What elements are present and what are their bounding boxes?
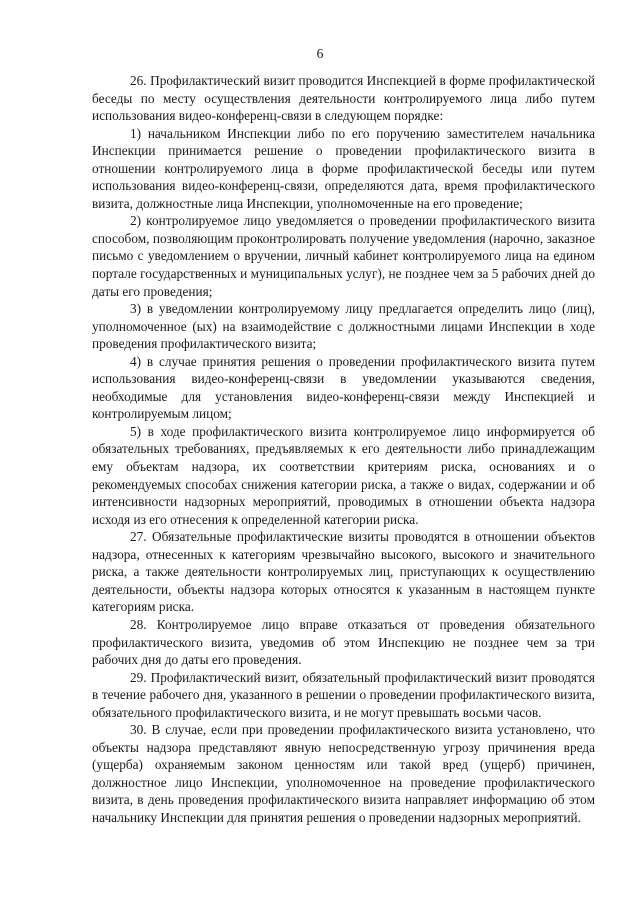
document-body bbox=[92, 72, 595, 827]
paragraph-26-item-3: 3) в уведомлении контролируемому лицу предлагается определить лицо (лиц), уполномоченное (ых) на взаимодействие с должностными лицами Инспекции в ходе проведения профилактического визита; bbox=[92, 301, 595, 352]
paragraph-27: 27. Обязательные профилактические визиты проводятся в отношении объектов надзора, отнесенных к категориям чрезвычайно высокого, высокого и значительного риска, а также деятельности контролируемых лиц, приступающих к осуществлению деятельности, объекты надзора которых относятся к указанным в настоящем пункте категориям риска. bbox=[92, 529, 595, 615]
page-number: 6 bbox=[316, 46, 324, 61]
paragraph-26-item-2: 2) контролируемое лицо уведомляется о проведении профилактического визита способом, позволяющим проконтролировать получение уведомления (нарочно, заказное письмо с уведомлением о вручении, личный кабинет контролируемого лица на едином портале государственных и муниципальных услуг), не позднее чем за 5 рабочих дней до даты его проведения; bbox=[92, 213, 595, 299]
paragraph-29: 29. Профилактический визит, обязательный профилактический визит проводятся в течение рабочего дня, указанного в решении о проведении профилактического визита, обязательного профилактического визита, и не могут превышать восьми часов. bbox=[92, 669, 595, 720]
paragraph-26-item-1: 1) начальником Инспекции либо по его поручению заместителем начальника Инспекции принимается решение о проведении профилактического визита в отношении контролируемого лица в форме профилактической беседы или путем использования видео-конференц-связи, определяются дата, время профилактического визита, должностные лица Инспекции, уполномоченные на его проведение; bbox=[92, 125, 595, 211]
paragraph-28: 28. Контролируемое лицо вправе отказаться от проведения обязательного профилактического визита, уведомив об этом Инспекцию не позднее чем за три рабочих дня до даты его проведения. bbox=[92, 616, 595, 668]
paragraph-26: 26. Профилактический визит проводится Инспекцией в форме профилактической беседы по месту осуществления деятельности контролируемого лица либо путем использования видео-конференц-связи в следующем порядке: bbox=[92, 73, 595, 124]
paragraph-26-item-4: 4) в случае принятия решения о проведении профилактического визита путем использования видео-конференц-связи в уведомлении указываются сведения, необходимые для установления видео-конференц-связи между Инспекцией и контролируемым лицом; bbox=[92, 353, 595, 422]
paragraph-30: 30. В случае, если при проведении профилактического визита установлено, что объекты надзора представляют явную непосредственную угрозу причинения вреда (ущерба) охраняемым законом ценностям или такой вред (ущерб) причинен, должностное лицо Инспекции, уполномоченное на проведение профилактического визита, в день проведения профилактического визита направляет информацию об этом начальнику Инспекции для принятия решения о проведении надзорных мероприятий. bbox=[92, 722, 595, 825]
paragraph-26-item-5: 5) в ходе профилактического визита контролируемое лицо информируется об обязательных требованиях, предъявляемых к его деятельности либо принадлежащим ему объектам надзора, их соответствии критериям риска, основаниях и о рекомендуемых способах снижения категории риска, а также о видах, содержании и об интенсивности надзорных мероприятий, проводимых в отношении объекта надзора исходя из его отнесения к определенной категории риска. bbox=[92, 423, 595, 527]
